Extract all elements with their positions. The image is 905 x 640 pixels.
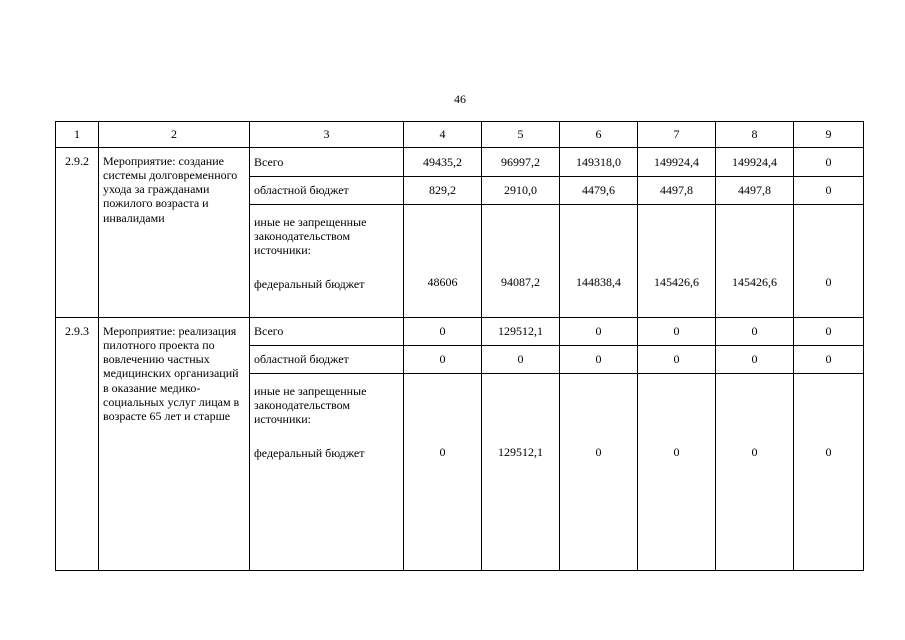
table-cell: 49435,2 — [404, 148, 482, 177]
cell-value: 144838,4 — [576, 275, 621, 289]
activity-code: 2.9.3 — [56, 318, 99, 571]
table-cell — [560, 374, 638, 571]
table-row — [56, 148, 864, 177]
other-sources-label: иные не запрещенные законодательством источники: — [254, 384, 367, 427]
table-cell: 0 — [794, 318, 864, 346]
table-cell: 149318,0 — [560, 148, 638, 177]
column-header: 6 — [560, 122, 638, 148]
column-header: 5 — [482, 122, 560, 148]
activity-code: 2.9.2 — [56, 148, 99, 318]
table-cell: 829,2 — [404, 177, 482, 205]
table-cell: 0 — [404, 318, 482, 346]
page-number: 46 — [454, 92, 466, 106]
federal-budget-label: федеральный бюджет — [254, 446, 365, 461]
cell-value: 145426,6 — [732, 275, 777, 289]
table-cell: 4479,6 — [560, 177, 638, 205]
cell-value: 0 — [439, 445, 446, 459]
column-header: 4 — [404, 122, 482, 148]
cell-value: 0 — [825, 445, 832, 459]
table-cell — [404, 374, 482, 571]
cell-value: 129512,1 — [498, 445, 543, 459]
column-header: 8 — [716, 122, 794, 148]
activity-description: Мероприятие: создание системы долговременного ухода за гражданами пожилого возраста и инвалидами — [99, 148, 250, 318]
column-header: 9 — [794, 122, 864, 148]
table-cell — [794, 205, 864, 318]
table-cell — [482, 374, 560, 571]
table-cell: 0 — [794, 148, 864, 177]
activity-description: Мероприятие: реализация пилотного проекта по вовлечению частных медицинских организаций в оказание медико-социальных услуг лицам в возрасте 65 лет и старше — [99, 318, 250, 571]
table-cell: 149924,4 — [716, 148, 794, 177]
cell-value: 48606 — [427, 275, 458, 289]
table-cell: 4497,8 — [716, 177, 794, 205]
other-sources-label: иные не запрещенные законодательством источники: — [254, 215, 367, 258]
column-header: 2 — [99, 122, 250, 148]
table-cell: 0 — [638, 346, 716, 374]
column-header: 1 — [56, 122, 99, 148]
table-cell: 0 — [794, 177, 864, 205]
cell-value: 0 — [673, 445, 680, 459]
cell-value: 0 — [595, 445, 602, 459]
table-cell — [482, 205, 560, 318]
column-header: 7 — [638, 122, 716, 148]
table-cell — [638, 205, 716, 318]
table-cell: 0 — [638, 318, 716, 346]
column-header: 3 — [250, 122, 404, 148]
table-cell — [716, 374, 794, 571]
table-cell: 2910,0 — [482, 177, 560, 205]
cell-value: 94087,2 — [501, 275, 540, 289]
table-cell: 0 — [404, 346, 482, 374]
table-cell — [404, 205, 482, 318]
cell-value: 0 — [825, 275, 832, 289]
table-cell: 0 — [794, 346, 864, 374]
source-label: областной бюджет — [250, 346, 404, 374]
table-row — [56, 318, 864, 346]
source-label — [250, 205, 404, 318]
source-label — [250, 374, 404, 571]
table-cell: 0 — [482, 346, 560, 374]
table-cell: 4497,8 — [638, 177, 716, 205]
table-cell: 0 — [560, 346, 638, 374]
budget-table — [55, 121, 864, 571]
header-row — [56, 122, 864, 148]
source-label: Всего — [250, 148, 404, 177]
table-cell: 0 — [560, 318, 638, 346]
cell-value: 145426,6 — [654, 275, 699, 289]
table-cell — [716, 205, 794, 318]
table-cell: 0 — [716, 318, 794, 346]
table-cell: 149924,4 — [638, 148, 716, 177]
table-cell — [560, 205, 638, 318]
table-cell — [638, 374, 716, 571]
table-cell: 129512,1 — [482, 318, 560, 346]
federal-budget-label: федеральный бюджет — [254, 277, 365, 292]
source-label: областной бюджет — [250, 177, 404, 205]
table-cell: 96997,2 — [482, 148, 560, 177]
table-cell — [794, 374, 864, 571]
table-cell: 0 — [716, 346, 794, 374]
source-label: Всего — [250, 318, 404, 346]
cell-value: 0 — [751, 445, 758, 459]
